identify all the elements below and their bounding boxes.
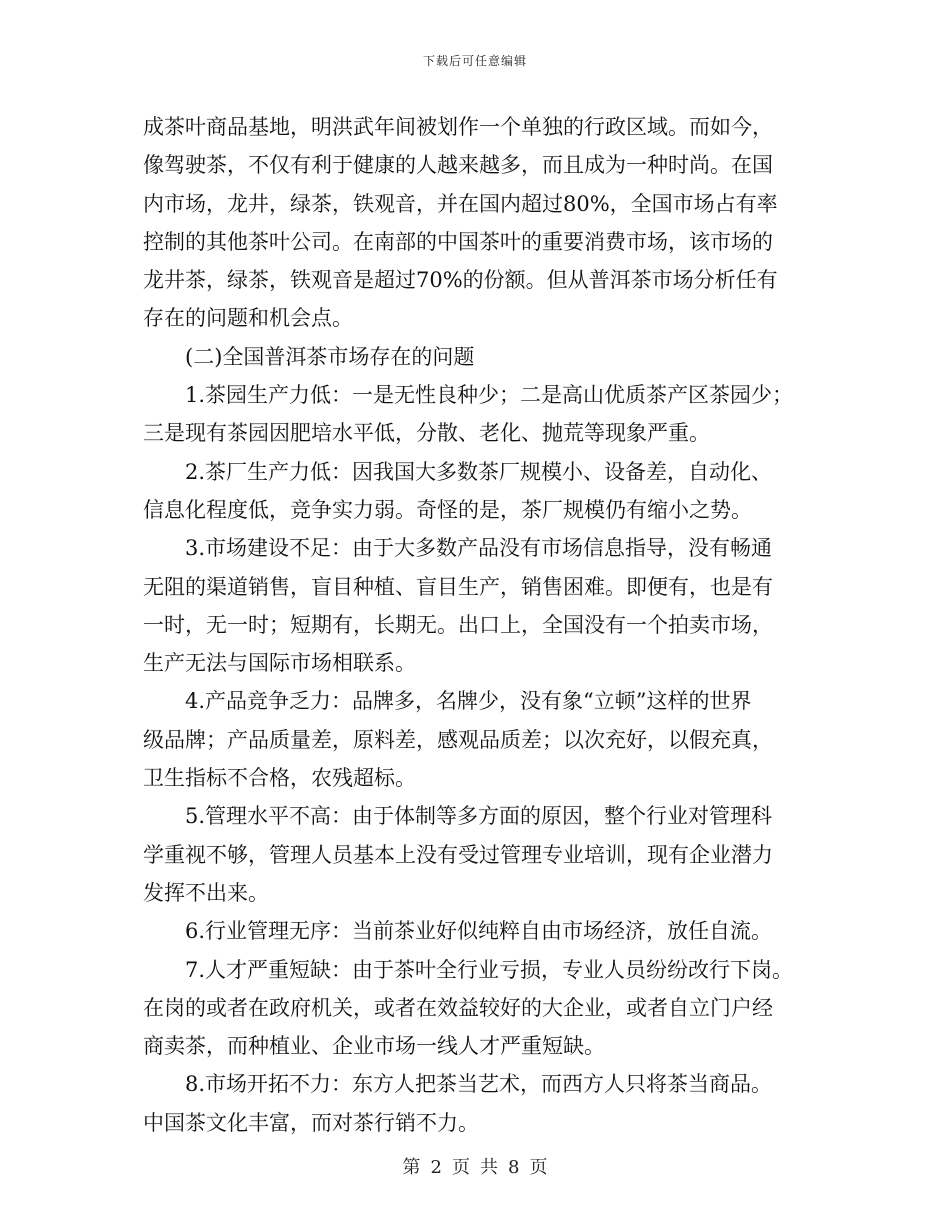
footer-suffix: 页 [529,1157,548,1178]
text-line: 存在的问题和机会点。 [143,306,353,331]
text-line: 级品牌；产品质量差，原料差，感观品质差；以次充好，以假充真， [143,727,773,752]
text-line: 信息化程度低，竞争实力弱。奇怪的是，茶厂规模仍有缩小之势。 [143,497,752,522]
text-line: 控制的其他茶叶公司。在南部的中国茶叶的重要消费市场，该市场的 [143,229,773,254]
text-line: 三是现有茶园因肥培水平低，分散、老化、抛荒等现象严重。 [143,421,710,446]
text-line: 学重视不够，管理人员基本上没有受过管理专业培训，现有企业潜力 [143,842,773,867]
footer-current-page: 2 [430,1157,442,1178]
text-line: 8.市场开拓不力：东方人把茶当艺术，而西方人只将茶当商品。 [185,1072,773,1097]
text-line: 发挥不出来。 [143,880,269,905]
text-line: 中国茶文化丰富，而对茶行销不力。 [143,1110,479,1135]
text-line: 生产无法与国际市场相联系。 [143,651,416,676]
text-line: 内市场，龙井，绿茶，铁观音，并在国内超过80%，全国市场占有率 [143,191,778,216]
text-line: 3.市场建设不足：由于大多数产品没有市场信息指导，没有畅通 [185,536,773,561]
text-line: 4.产品竞争乏力：品牌多，名牌少，没有象“立顿”这样的世界 [185,689,752,714]
text-line: 商卖茶，而种植业、企业市场一线人才严重短缺。 [143,1034,605,1059]
text-line: 成茶叶商品基地，明洪武年间被划作一个单独的行政区域。而如今， [143,115,773,139]
text-line: (二)全国普洱茶市场存在的问题 [185,344,475,369]
footer-prefix: 第 [402,1157,421,1178]
text-line: 5.管理水平不高：由于体制等多方面的原因，整个行业对管理科 [185,804,773,829]
footer-page-word: 页 [452,1157,470,1178]
text-line: 像驾驶茶，不仅有利于健康的人越来越多，而且成为一种时尚。在国 [143,153,773,178]
text-line: 6.行业管理无序：当前茶业好似纯粹自由市场经济，放任自流。 [185,919,773,944]
document-body [143,108,808,1142]
page-header: 下载后可任意编辑 [422,54,527,68]
text-line: 在岗的或者在政府机关，或者在效益较好的大企业，或者自立门户经 [143,995,773,1020]
text-line: 2.茶厂生产力低：因我国大多数茶厂规模小、设备差，自动化、 [185,459,773,484]
page-footer [0,1153,950,1179]
footer-total-word: 共 [480,1157,498,1178]
text-line: 卫生指标不合格，农残超标。 [143,766,416,791]
text-line: 1.茶园生产力低：一是无性良种少；二是高山优质茶产区茶园少； [185,383,794,408]
text-line: 7.人才严重短缺：由于茶叶全行业亏损，专业人员纷纷改行下岗。 [185,957,794,982]
text-line: 龙井茶，绿茶，铁观音是超过70%的份额。但从普洱茶市场分析任有 [143,268,778,293]
text-line: 无阻的渠道销售，盲目种植、盲目生产，销售困难。即便有，也是有 [143,574,773,599]
footer-total-pages: 8 [508,1157,520,1178]
text-line: 一时，无一时；短期有，长期无。出口上，全国没有一个拍卖市场， [143,612,773,637]
